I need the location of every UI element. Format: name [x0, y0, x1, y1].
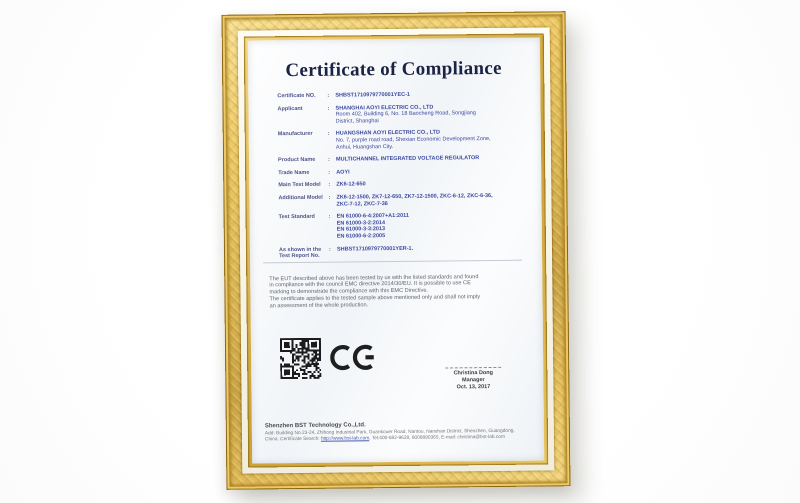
additional-model-line1: ZK6-12-1500, ZK7-12-650, ZK7-12-1500, ZKC-6-12, ZKC-6-36,: [336, 192, 493, 201]
field-colon: :: [328, 213, 331, 220]
issuer-contact: , Tel:400-682-9628, 8008890365, E-mail: christina@bst-lab.com: [369, 434, 505, 441]
issuer-website-url: http://www.bst-lab.com: [320, 435, 370, 442]
product-name-value: MULTICHANNEL INTEGRATED VOLTAGE REGULATOR: [336, 155, 480, 163]
field-colon: :: [328, 194, 331, 201]
signer-name: Christina Dong: [453, 370, 494, 377]
field-label: Manufacturer: [277, 131, 313, 138]
statement-line: The EUT described above has been tested by us with the listed standards and found: [269, 273, 479, 283]
statement-line: an assessment of the whole production.: [269, 301, 369, 309]
signature-rule: [445, 367, 501, 369]
section-divider: [263, 259, 522, 263]
marks-and-signature-row: [280, 336, 532, 397]
field-colon: :: [327, 105, 330, 112]
signer-title: Manager: [462, 377, 485, 384]
manufacturer-name: HUANGSHAN AOYI ELECTRIC CO., LTD: [335, 129, 441, 137]
applicant-address-line2: District, Shanghai: [335, 117, 379, 125]
field-colon: :: [328, 246, 331, 253]
manufacturer-address-line2: Anhui, Huangshan City.: [335, 143, 394, 151]
manufacturer-address-line1: No. 7, purple road road, Shexian Economic Development Zone,: [335, 135, 491, 144]
issuer-company-name: Shenzhen BST Technology Co.,Ltd.: [264, 422, 366, 430]
field-label: Main Test Model: [278, 182, 321, 189]
field-label: Trade Name: [278, 169, 310, 176]
field-colon: :: [328, 156, 330, 163]
statement-line: in compliance with the council EMC directive 2014/30/EU. It is possible to use CE: [269, 280, 471, 289]
issuer-footer: [265, 421, 532, 443]
field-certificate-no: [277, 91, 528, 100]
field-label: Product Name: [278, 156, 316, 164]
frame-mat: [238, 27, 555, 473]
signature-block: [445, 367, 501, 392]
applicant-name: SHANGHAI AOYI ELECTRIC CO., LTD: [335, 104, 434, 112]
field-trade-name: [278, 167, 529, 176]
search-label: China. Certificate Search:: [264, 436, 321, 442]
test-report-number: SHBST1710979770001YER-1.: [336, 245, 414, 253]
certificate-paper: [248, 37, 544, 463]
test-standard-line4: EN 61000-6-2:2005: [336, 233, 386, 240]
field-test-report: [279, 244, 530, 260]
field-label: As shown in the Test Report No.: [278, 246, 322, 260]
field-colon: :: [327, 92, 330, 99]
additional-model-line2: ZKC-7-12, ZKC-7-36: [336, 200, 388, 208]
field-test-standard: [279, 212, 530, 241]
frame-inner-trim: [244, 33, 548, 467]
certificate-number: SHBST1710979770001YEC-1: [335, 91, 411, 99]
compliance-statement: [269, 273, 530, 309]
frame-ornate-border: [222, 11, 571, 490]
field-colon: :: [328, 169, 331, 176]
field-colon: :: [327, 131, 330, 138]
ce-mark-icon: [330, 342, 377, 377]
gold-picture-frame: [222, 11, 571, 490]
signature-date: Oct. 13, 2017: [456, 384, 491, 391]
field-product-name: [278, 155, 529, 164]
field-label: Test Standard: [278, 213, 315, 221]
issuer-address: Add: Building No.23-24, Zhihong Industrial Park, Guankouer Road, Nantou, Nanshan District, Shenzhen, Guangdong,: [264, 428, 515, 437]
field-additional-model: [278, 193, 529, 209]
test-standard-line3: EN 61000-3-3:2013: [336, 226, 386, 233]
field-colon: :: [328, 182, 331, 189]
test-standard-line2: EN 61000-3-2:2014: [336, 219, 386, 227]
trade-name-value: AOYI: [336, 169, 350, 176]
main-test-model-value: ZK6-12-650: [336, 181, 366, 188]
field-applicant: [277, 103, 528, 125]
statement-line: The certificate applies to the tested sample above mentioned only and shall not imply: [269, 293, 481, 303]
qr-code: [280, 338, 321, 379]
field-label: Applicant: [277, 105, 303, 112]
statement-line: marking to demonstrate the compliance with this EMC Directive.: [269, 287, 429, 296]
field-label: Additional Model: [278, 194, 323, 202]
certificate-fields: [277, 91, 530, 260]
field-main-test-model: [278, 180, 529, 189]
field-label: Certificate NO.: [277, 92, 316, 100]
test-standard-line1: EN 61000-6-4:2007+A1:2011: [336, 212, 409, 220]
field-manufacturer: [278, 129, 529, 151]
applicant-address-line1: Room 402, Building 6, No. 18 Baocheng Road, Songjiang: [335, 110, 476, 118]
certificate-title: Certificate of Compliance: [285, 57, 502, 82]
